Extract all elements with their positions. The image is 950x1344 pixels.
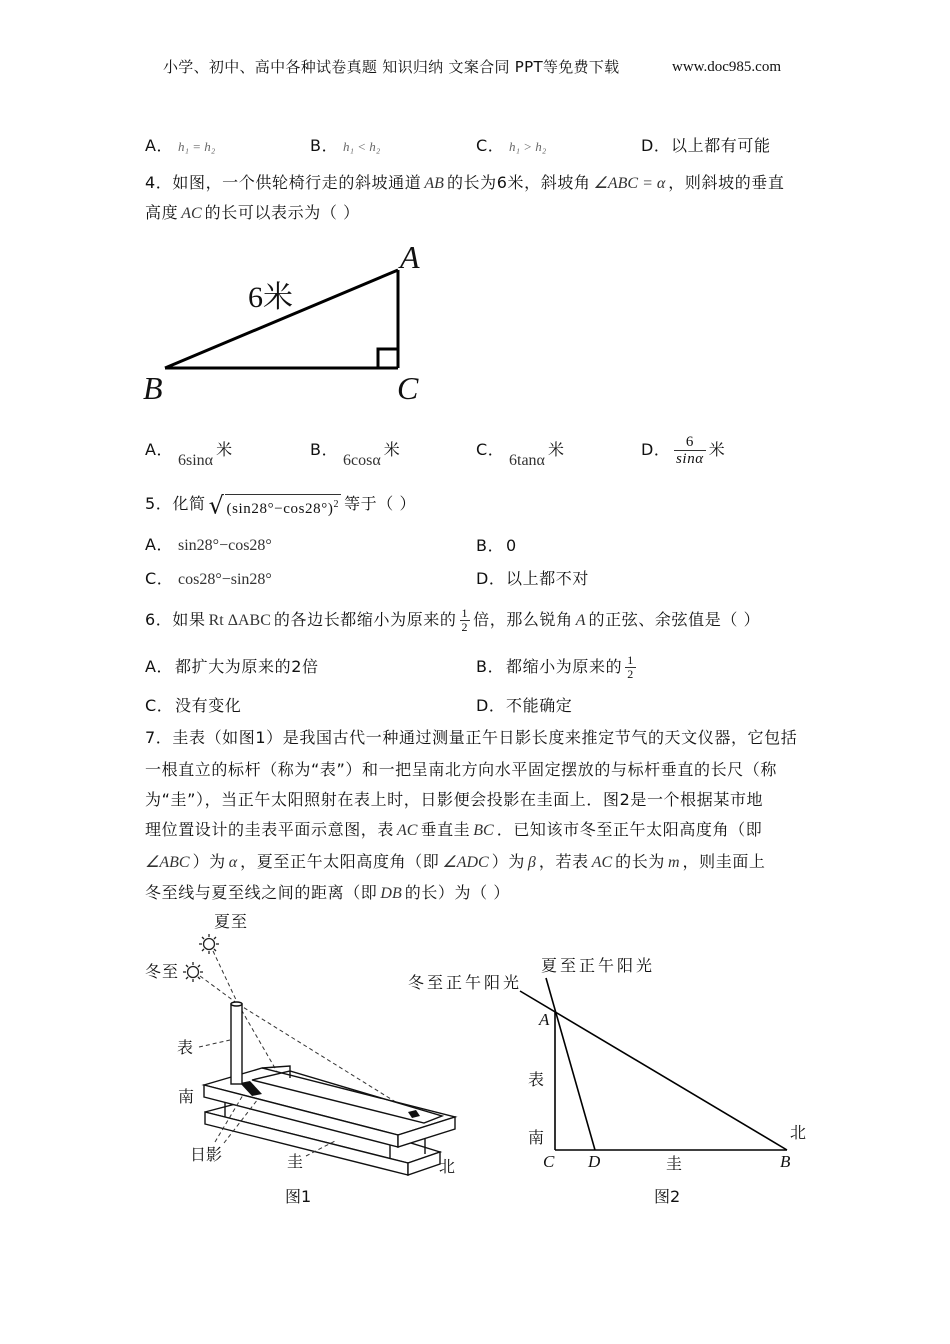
radicand-expression: (sin28°−cos28°) xyxy=(226,500,334,517)
q4-text: 高度 xyxy=(145,203,179,222)
q7-text: ，若表 xyxy=(538,852,589,871)
q7-math: DB xyxy=(380,885,402,902)
gnomon-plan-diagram xyxy=(500,960,810,1160)
option-label: B． xyxy=(476,536,505,555)
exponent: 2 xyxy=(333,498,340,510)
option-label: A． xyxy=(145,535,174,554)
q7-text: 为“圭”），当正午太阳照射在表上时，日影便会投影在圭面上．图2是一个根据某市地 xyxy=(145,790,764,809)
q5-option-b xyxy=(476,536,517,556)
q7-math: BC xyxy=(473,822,494,839)
q6-question xyxy=(145,606,760,635)
q6-option-b xyxy=(476,653,639,681)
pole xyxy=(231,1002,242,1084)
q4-text: 的长为6米，斜坡角 xyxy=(446,173,591,192)
summer-ray xyxy=(213,951,238,1004)
option-label: C． xyxy=(145,569,174,588)
vertex-a-label: A xyxy=(400,239,420,275)
q5-suffix: 等于（ ） xyxy=(344,494,417,513)
option-label: D． xyxy=(476,569,506,588)
q7-text: ．已知该市冬至正午太阳高度角（即 xyxy=(496,820,763,839)
vertex-b-label: B xyxy=(143,370,163,406)
q6-option-a xyxy=(145,657,319,677)
right-angle-mark xyxy=(378,349,398,368)
fraction-denominator: 2 xyxy=(461,620,469,634)
q7-line-3 xyxy=(145,790,763,810)
point-d-label: D xyxy=(588,1152,601,1171)
pole-label: 表 xyxy=(177,1038,194,1057)
winter-sun-icon xyxy=(183,962,203,982)
option-text: 以上都不对 xyxy=(506,569,590,588)
radical-sign: √ xyxy=(208,491,225,519)
q7-line-2 xyxy=(145,760,777,780)
q6-math: Rt ΔABC xyxy=(208,612,271,629)
q4-option-d xyxy=(641,433,725,467)
option-label: C． xyxy=(476,440,505,459)
q7-line-6 xyxy=(145,883,510,904)
option-label: C． xyxy=(476,136,505,155)
north-label: 北 xyxy=(439,1157,456,1176)
q6-option-d xyxy=(476,696,572,716)
q6-text: 6．如果 xyxy=(145,610,206,629)
option-math: 6cosα xyxy=(343,452,381,469)
winter-label: 冬至 xyxy=(145,962,180,981)
vertex-c-label: C xyxy=(397,370,419,406)
q4-text: 的长可以表示为（ ） xyxy=(204,203,360,222)
q3-option-b xyxy=(310,136,383,157)
option-label: D． xyxy=(476,696,506,715)
q4-option-b xyxy=(310,440,401,469)
q7-math: AC xyxy=(397,822,418,839)
option-unit: 米 xyxy=(708,440,726,459)
point-c-label: C xyxy=(543,1152,555,1171)
south-label: 南 xyxy=(178,1087,195,1106)
header-title: 小学、初中、高中各种试卷真题 知识归纳 文案合同 PPT等免费下载 xyxy=(163,58,620,76)
fraction-numerator: 1 xyxy=(627,653,634,667)
q7-math: ∠ADC xyxy=(442,854,489,871)
q7-math: AC xyxy=(591,854,613,871)
option-label: B． xyxy=(476,657,505,676)
option-text: 没有变化 xyxy=(175,696,242,715)
pole-leader xyxy=(199,1040,230,1047)
q7-text: 的长）为（ ） xyxy=(404,883,511,902)
q4-option-c xyxy=(476,440,565,469)
q6-text: 倍，那么锐角 xyxy=(473,610,573,629)
fraction-numerator: 6 xyxy=(674,434,706,451)
q3-option-c xyxy=(476,136,549,157)
q4-text: 4．如图，一个供轮椅行走的斜坡通道 xyxy=(145,173,422,192)
option-text: 都缩小为原来的 xyxy=(506,657,623,676)
q4-line-1 xyxy=(145,173,785,194)
q7-text: 理位置设计的圭表平面示意图，表 xyxy=(145,820,395,839)
q4-math: AC xyxy=(181,205,202,222)
option-label: A． xyxy=(145,136,174,155)
option-math: 6sinα xyxy=(178,452,214,469)
option-label: A． xyxy=(145,440,174,459)
q5-option-d xyxy=(476,569,589,589)
q7-text: ）为 xyxy=(192,852,226,871)
point-a-label: A xyxy=(539,1010,550,1029)
option-label: C． xyxy=(145,696,174,715)
fraction-denominator: sinα xyxy=(676,451,704,467)
q5-question xyxy=(145,490,416,519)
q7-line-1 xyxy=(145,728,797,748)
option-unit: 米 xyxy=(216,440,233,459)
q7-text: ，夏至正午太阳高度角（即 xyxy=(240,852,440,871)
option-text: 都扩大为原来的2倍 xyxy=(175,657,319,676)
fraction xyxy=(460,607,471,634)
option-unit: 米 xyxy=(383,440,401,459)
option-label: D． xyxy=(641,440,671,459)
option-math: h₁ = h₂ xyxy=(178,139,216,154)
slope-length-label: 6米 xyxy=(248,281,293,314)
q3-option-d xyxy=(641,136,771,156)
figure-1-caption: 图1 xyxy=(285,1187,312,1206)
option-math: cos28°−sin28° xyxy=(178,571,272,588)
q6-math: A xyxy=(575,612,586,629)
q4-math: AB xyxy=(424,175,444,192)
q7-text: 冬至线与夏至线之间的距离（即 xyxy=(145,883,378,902)
q4-line-2 xyxy=(145,203,360,224)
q7-math: m xyxy=(667,854,680,871)
option-unit: 米 xyxy=(547,440,565,459)
fraction-denominator: 2 xyxy=(627,667,634,681)
q7-text: ，则圭面上 xyxy=(682,852,766,871)
summer-label: 夏至 xyxy=(214,912,249,931)
pole-label: 表 xyxy=(528,1070,545,1089)
option-label: B． xyxy=(310,136,339,155)
winter-ray xyxy=(200,976,238,1004)
option-math: h₁ < h₂ xyxy=(343,139,381,154)
q4-text: ，则斜坡的垂直 xyxy=(668,173,785,192)
fraction xyxy=(674,434,706,467)
q6-text: 的正弦、余弦值是（ ） xyxy=(588,610,761,629)
option-text: 0 xyxy=(506,536,517,555)
header-url: www.doc985.com xyxy=(672,59,782,75)
square-root xyxy=(209,491,341,519)
q4-math: ∠ABC = α xyxy=(593,175,666,192)
q5-option-a xyxy=(145,535,275,556)
q7-text: 7．圭表（如图1）是我国古代一种通过测量正午日影长度来推定节气的天文仪器，它包括 xyxy=(145,728,798,747)
q7-line-5 xyxy=(145,852,766,873)
figure-2-caption: 图2 xyxy=(654,1187,681,1206)
point-b-label: B xyxy=(780,1152,791,1171)
q7-math: ∠ABC xyxy=(145,854,190,871)
option-text: 不能确定 xyxy=(506,696,573,715)
fraction-numerator: 1 xyxy=(461,606,469,620)
winter-light-label: 冬至正午阳光 xyxy=(408,973,523,992)
q6-option-c xyxy=(145,696,241,716)
option-label: B． xyxy=(310,440,339,459)
shadow-label: 日影 xyxy=(190,1145,223,1164)
slope-triangle-figure xyxy=(140,240,440,405)
q7-line-4 xyxy=(145,820,762,841)
option-label: A． xyxy=(145,657,174,676)
q7-text: 垂直圭 xyxy=(420,820,471,839)
q7-math: β xyxy=(527,854,536,871)
summer-light-label: 夏至正午阳光 xyxy=(541,956,656,975)
fraction xyxy=(625,654,636,681)
q5-prefix: 5．化简 xyxy=(145,494,206,513)
gui-label: 圭 xyxy=(666,1154,683,1173)
summer-noon-ray xyxy=(546,978,595,1150)
option-math: h₁ > h₂ xyxy=(509,139,547,154)
option-label: D． xyxy=(641,136,671,155)
q7-text: ）为 xyxy=(491,852,525,871)
option-text: 以上都有可能 xyxy=(671,136,771,155)
q7-text: 一根直立的标杆（称为“表”）和一把呈南北方向水平固定摆放的与标杆垂直的长尺（称 xyxy=(145,760,777,779)
q7-text: 的长为 xyxy=(615,852,665,871)
gui-label: 圭 xyxy=(287,1152,304,1171)
q6-text: 的各边长都缩小为原来的 xyxy=(273,610,457,629)
south-label: 南 xyxy=(528,1128,545,1147)
q7-math: α xyxy=(228,854,238,871)
summer-sun-icon xyxy=(199,934,219,954)
q5-option-c xyxy=(145,569,275,590)
winter-noon-ray xyxy=(520,991,787,1150)
north-label: 北 xyxy=(790,1123,807,1142)
q3-option-a xyxy=(145,136,218,157)
radicand xyxy=(225,494,342,519)
option-math: 6tanα xyxy=(509,452,545,469)
option-math: sin28°−cos28° xyxy=(178,537,272,554)
q4-option-a xyxy=(145,440,233,469)
